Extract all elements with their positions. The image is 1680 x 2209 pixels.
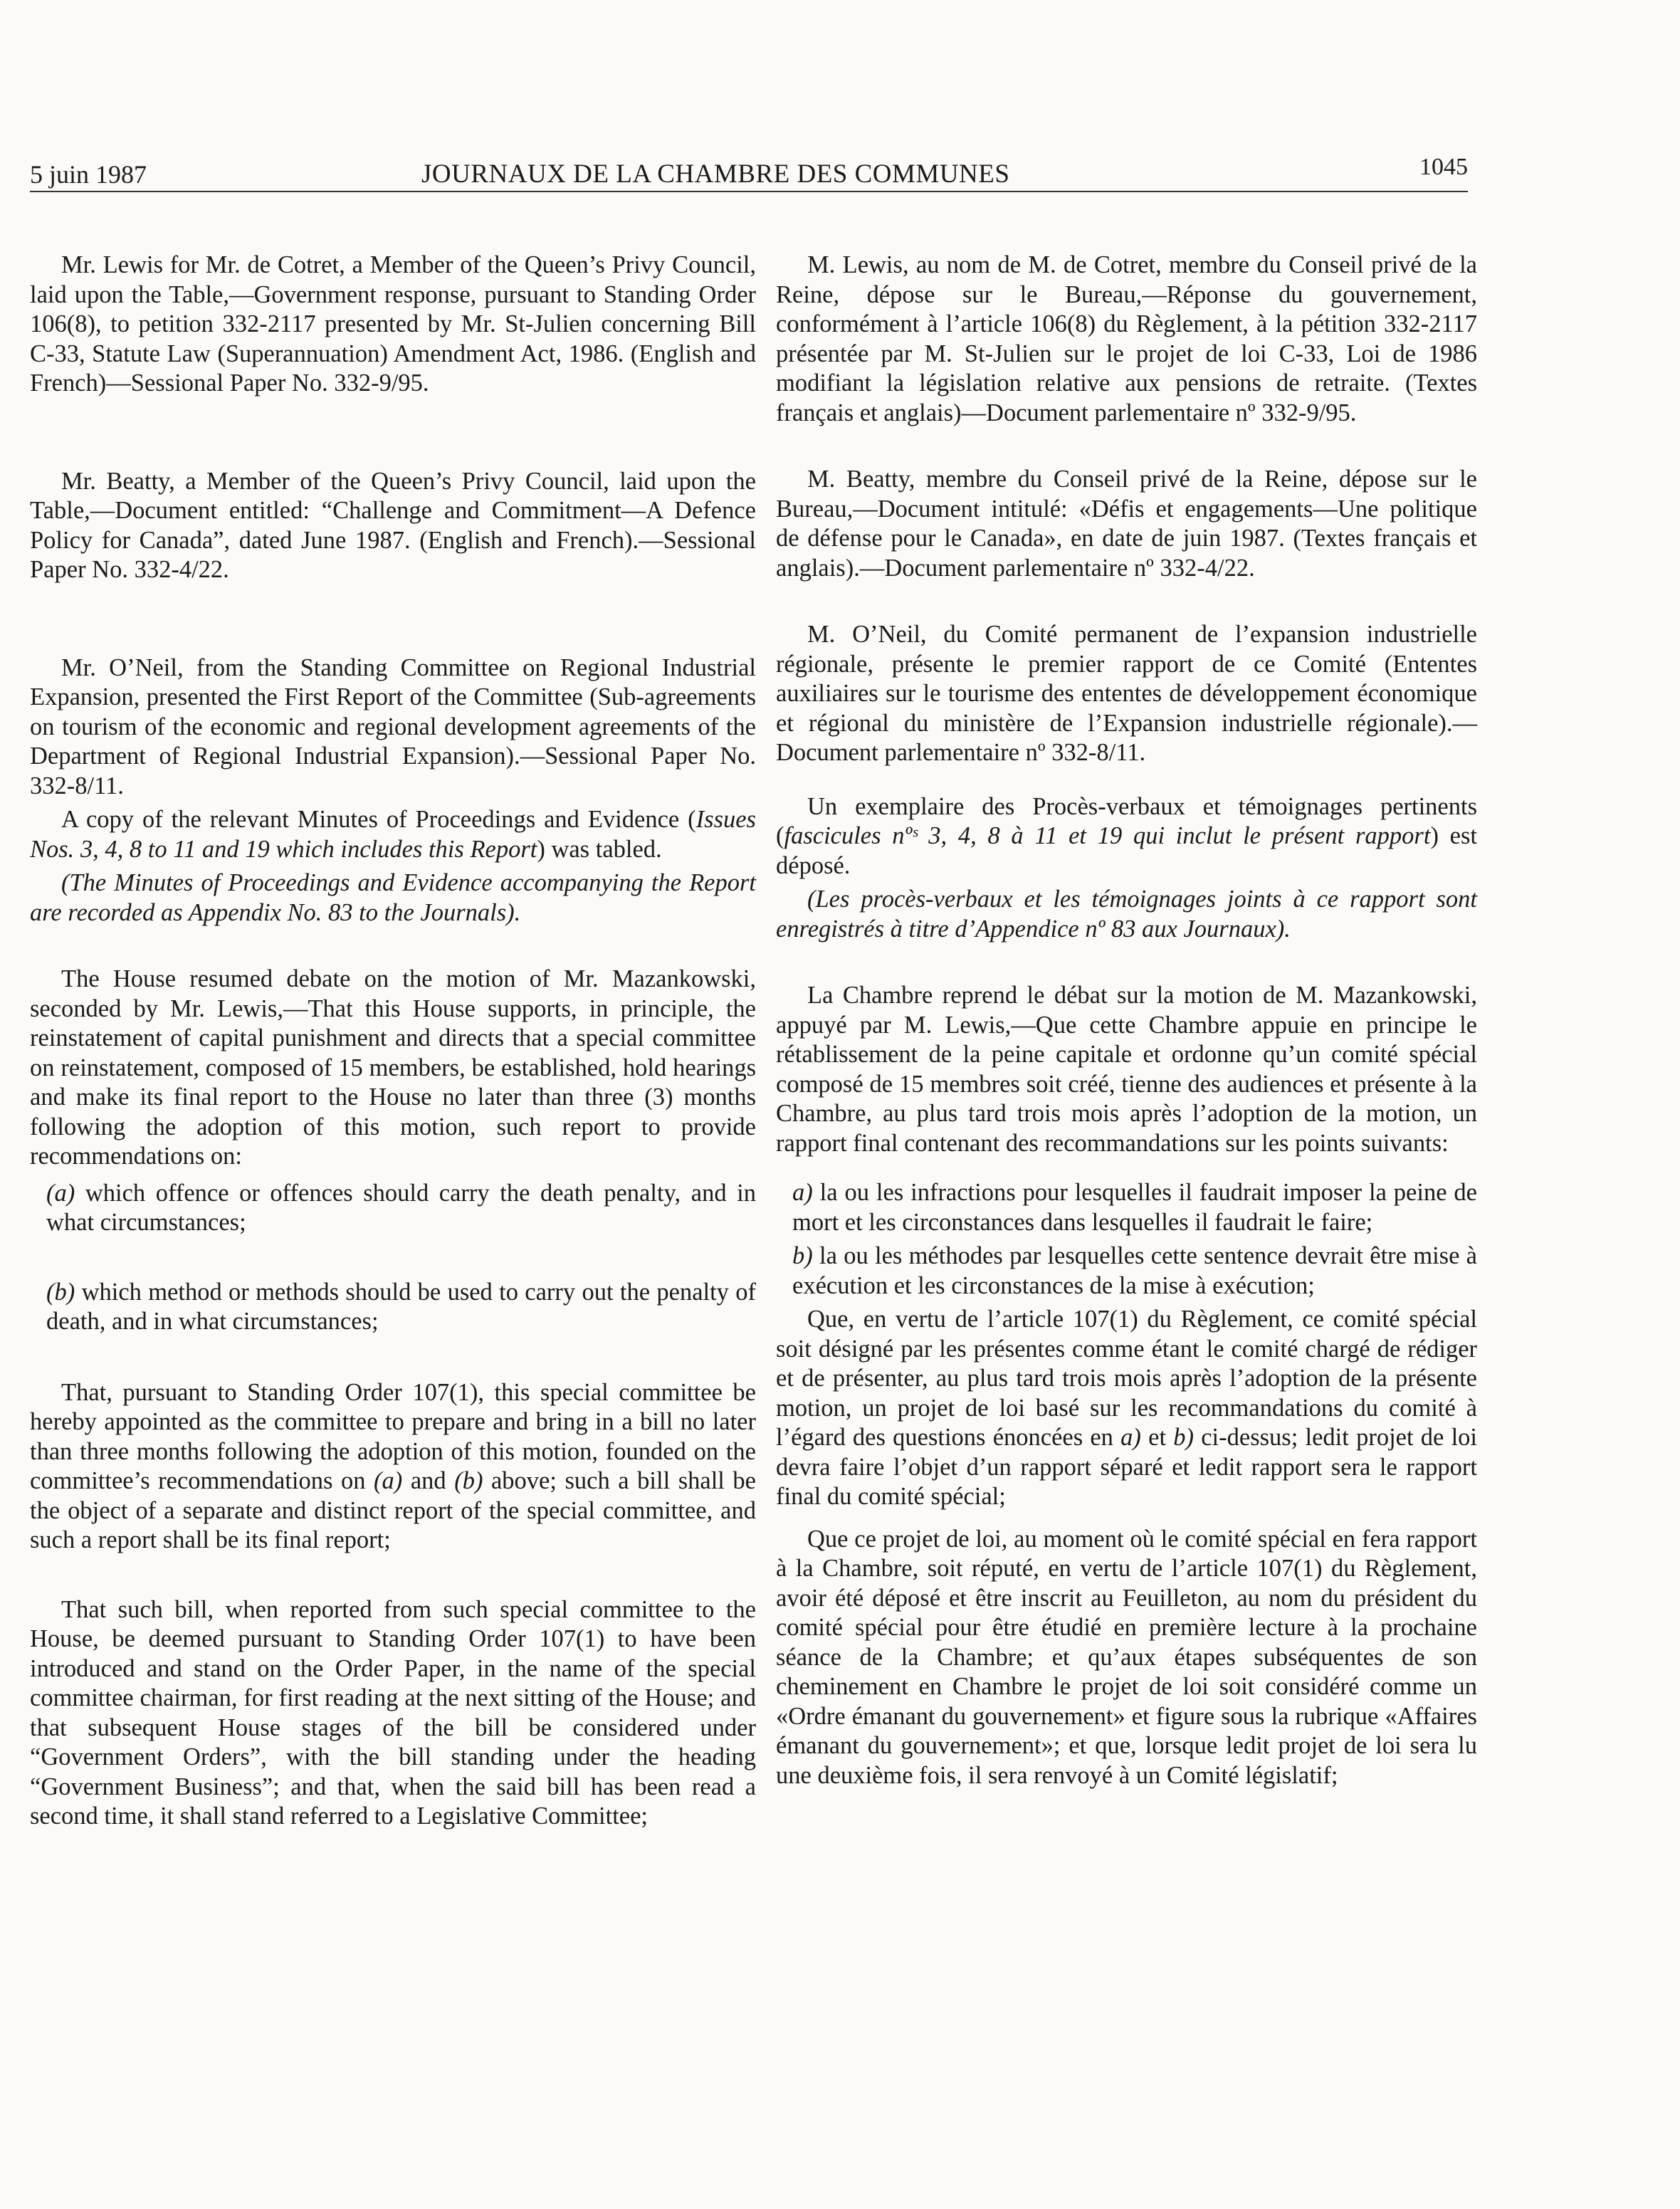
fr-p7-part1: Que, en vertu de l’article 107(1) du Règlement, ce comité spécial soit désigné par les présentes comme étant le comité chargé de rédiger et de présenter, au plus tard trois mois après l’adoption de la présente motion, un projet de loi basé sur les recommandations du comité à l’égard des questions énoncées en xyxy=(776,1306,1477,1451)
en-motion-item-a xyxy=(30,1179,756,1238)
en-motion-debate: The House resumed debate on the motion of Mr. Mazankowski, seconded by Mr. Lewis,—That this House supports, in principle, the reinstatement of capital punishment and directs that a special committee on reinstatement, composed of 15 members, be established, hold hearings and make its final report to the House no later than three (3) months following the adoption of this motion, such report to provide recommendations on: xyxy=(30,965,756,1170)
en-bill-reported: That such bill, when reported from such special committee to the House, be deemed pursuant to Standing Order 107(1) to have been introduced and stand on the Order Paper, in the name of the special committee chairman, for first reading at the next sitting of the House; and that subsequent House stages of the bill be considered under “Government Orders”, with the bill standing under the heading “Government Business”; and that, when the said bill has been read a second time, it shall stand referred to a Legislative Committee; xyxy=(30,1595,756,1830)
en-minutes-pre: A copy of the relevant Minutes of Proceedings and Evidence ( xyxy=(61,806,696,833)
page-number: 1045 xyxy=(1419,154,1468,180)
en-special-committee-bill xyxy=(30,1378,756,1555)
fr-debat-motion: La Chambre reprend le débat sur la motion de M. Mazankowski, appuyé par M. Lewis,—Que cette Chambre appuie en principe le rétablissement de la peine capitale et ordonne qu’un comité spécial composé de 15 membres soit créé, tienne des audiences et présente à la Chambre, au plus tard trois mois après l’adoption de la motion, un rapport final contenant des recommandations sur les points suivants: xyxy=(776,982,1477,1157)
fr-p7-ref-a: a) xyxy=(1120,1424,1141,1451)
en-committee-report: Mr. O’Neil, from the Standing Committee on Regional Industrial Expansion, presented the First Report of the Committee (Sub-agreements on tourism of the economic and regional development agreements of the Department of Regional Industrial Expansion).—Sessional Paper No. 332-8/11. xyxy=(30,654,756,799)
en-minutes-issues: Issues Nos. 3, 4, 8 to 11 and 19 which includes this Report xyxy=(30,806,756,863)
header-date: 5 juin 1987 xyxy=(30,160,147,189)
fr-p7-part2: ci-dessus; ledit projet de loi devra faire l’objet d’un rapport séparé et ledit rapport sera le rapport final du comité spécial; xyxy=(776,1424,1477,1510)
fr-p7-ref-b: b) xyxy=(1173,1424,1195,1451)
fr-proces-verbaux-depose xyxy=(776,792,1477,881)
fr-item-b-text: la ou les méthodes par lesquelles cette sentence devrait être mise à exécution et les circonstances de la mise à exécution; xyxy=(792,1242,1477,1299)
fr-item-b-mark: b) xyxy=(792,1242,813,1269)
en-tabling-defence-policy: Mr. Beatty, a Member of the Queen’s Privy Council, laid upon the Table,—Document entitled: “Challenge and Commitment—A Defence Policy for Canada”, dated June 1987. (English and French).—Sessional Paper No. 332-4/22. xyxy=(30,467,756,583)
en-motion-item-b xyxy=(30,1278,756,1337)
en-appendix-note: (The Minutes of Proceedings and Evidence accompanying the Report are recorded as Appendix No. 83 to the Journals). xyxy=(30,869,756,926)
en-item-a-text: which offence or offences should carry the death penalty, and in what circumstances; xyxy=(46,1179,756,1236)
running-header xyxy=(30,151,1468,192)
fr-minutes-post: ) est déposé. xyxy=(776,822,1477,879)
fr-item-a-text: la ou les infractions pour lesquelles il faudrait imposer la peine de mort et les circonstances dans lesquelles il faudrait le faire; xyxy=(792,1179,1477,1236)
french-column xyxy=(776,226,1477,1790)
fr-depot-reponse-gouvernement: M. Lewis, au nom de M. de Cotret, membre du Conseil privé de la Reine, dépose sur le Bureau,—Réponse du gouvernement, conformément à l’article 106(8) du Règlement, à la pétition 332-2117 présentée par M. St-Julien sur le projet de loi C-33, Loi de 1986 modifiant la législation relative aux pensions de retraite. (Textes français et anglais)—Document parlementaire nº 332-9/95. xyxy=(776,251,1477,426)
fr-minutes-pre: Un exemplaire des Procès-verbaux et témoignages pertinents ( xyxy=(776,792,1477,849)
en-p7-and: and xyxy=(402,1467,455,1494)
en-item-b-mark: (b) xyxy=(46,1278,75,1306)
fr-note-appendice: (Les procès-verbaux et les témoignages joints à ce rapport sont enregistrés à titre d’Appendice nº 83 aux Journaux). xyxy=(776,886,1477,943)
en-p7-part1: That, pursuant to Standing Order 107(1), this special committee be hereby appointed as the committee to prepare and bring in a bill no later than three months following the adoption of this motion, founded on the committee’s recommendations on xyxy=(30,1378,756,1494)
en-minutes-post: ) was tabled. xyxy=(537,835,662,863)
fr-minutes-fascicules: fascicules nºˢ 3, 4, 8 à 11 et 19 qui inclut le présent rapport xyxy=(784,822,1431,849)
en-p7-ref-b: (b) xyxy=(454,1467,483,1494)
en-tabling-government-response: Mr. Lewis for Mr. de Cotret, a Member of the Queen’s Privy Council, laid upon the Table,—Government response, pursuant to Standing Order 106(8), to petition 332-2117 presented by Mr. St-Julien concerning Bill C-33, Statute Law (Superannuation) Amendment Act, 1986. (English and French)—Sessional Paper No. 332-9/95. xyxy=(30,251,756,397)
en-item-a-mark: (a) xyxy=(46,1179,75,1207)
fr-rapport-comite: M. O’Neil, du Comité permanent de l’expansion industrielle régionale, présente le premier rapport de ce Comité (Ententes auxiliaires sur le tourisme des ententes de développement économique et régional du ministère de l’Expansion industrielle régionale).—Document parlementaire nº 332-8/11. xyxy=(776,621,1477,766)
journal-title: JOURNAUX DE LA CHAMBRE DES COMMUNES xyxy=(421,159,1010,189)
en-p7-ref-a: (a) xyxy=(374,1467,403,1494)
en-item-b-text: which method or methods should be used to carry out the penalty of death, and in what circumstances; xyxy=(46,1278,756,1335)
english-column xyxy=(30,226,756,1832)
fr-depot-politique-defense: M. Beatty, membre du Conseil privé de la Reine, dépose sur le Bureau,—Document intitulé: «Défis et engagements—Une politique de défense pour le Canada», en date de juin 1987. (Textes français et anglais).—Document parlementaire nº 332-4/22. xyxy=(776,466,1477,582)
fr-projet-loi-rapport: Que ce projet de loi, au moment où le comité spécial en fera rapport à la Chambre, soit réputé, en vertu de l’article 107(1) du Règlement, avoir été déposé et être inscrit au Feuilleton, au nom du président du comité spécial pour être étudié en première lecture à la prochaine séance de la Chambre; et qu’aux étapes subséquentes de son cheminement en Chambre le projet de loi soit considéré comme un «Ordre émanant du gouvernement» et figure sous la rubrique «Affaires émanant du gouvernement»; et que, lorsque ledit projet de loi sera lu une deuxième fois, il sera renvoyé à un Comité législatif; xyxy=(776,1525,1477,1789)
fr-comite-special-projet-loi xyxy=(776,1305,1477,1512)
fr-motion-item-b xyxy=(776,1242,1477,1301)
fr-item-a-mark: a) xyxy=(792,1179,813,1206)
en-minutes-tabled xyxy=(30,805,756,864)
fr-motion-item-a xyxy=(776,1178,1477,1237)
fr-p7-and: et xyxy=(1140,1424,1174,1451)
en-p7-part2: above; such a bill shall be the object of a separate and distinct report of the special committee, and such a report shall be its final report; xyxy=(30,1467,756,1553)
